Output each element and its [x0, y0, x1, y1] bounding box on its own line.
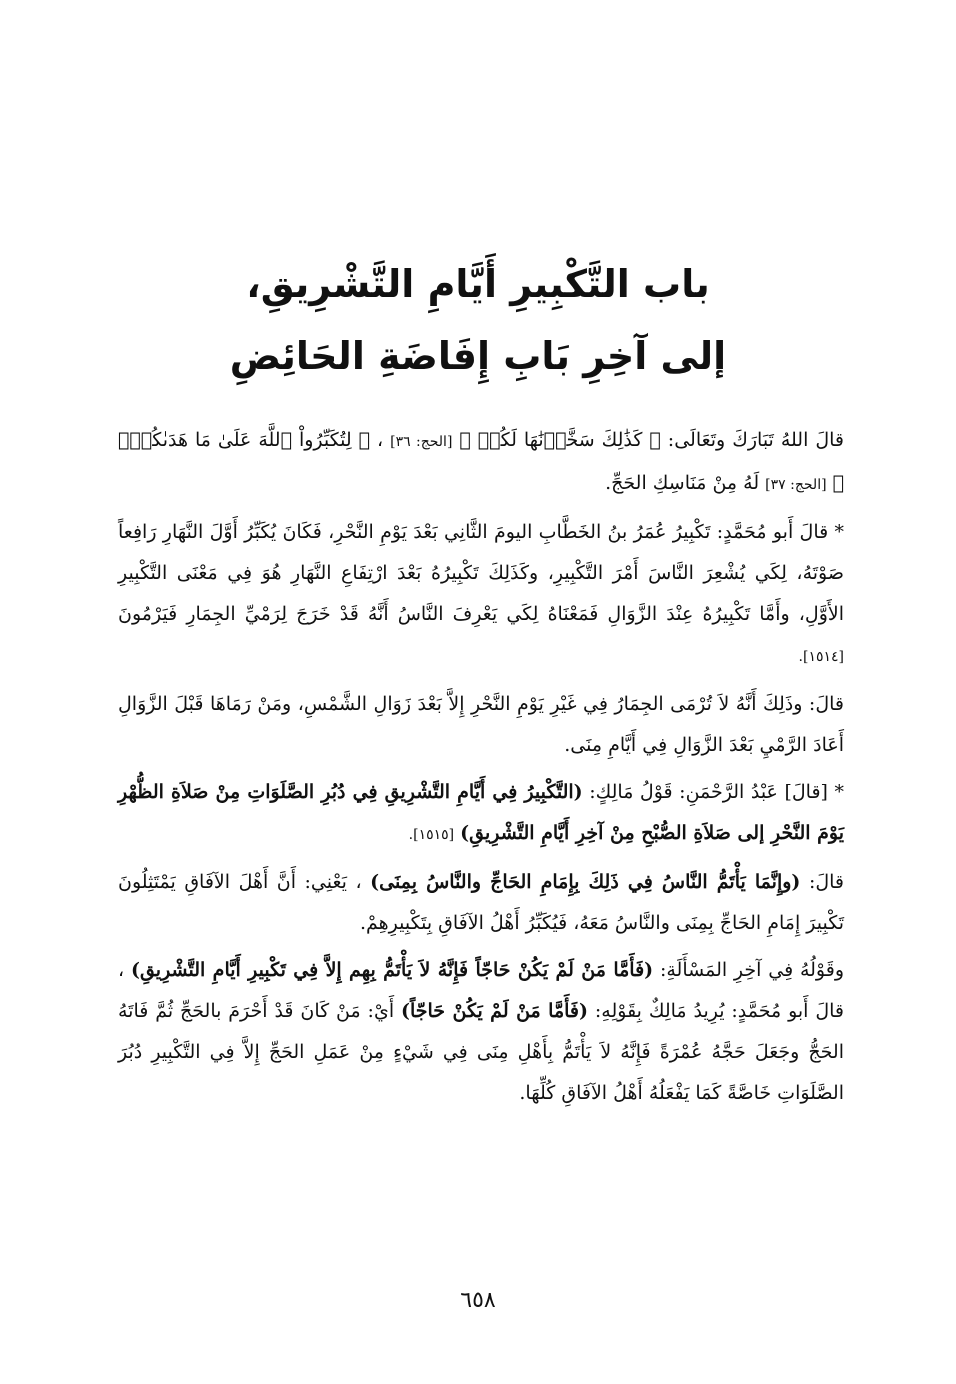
verse-reference-2: [الحج: ٣٧]	[765, 477, 827, 493]
malik-quote: (التَّكْبِيرُ فِي أَيَّامِ التَّشْرِيقِ فِي دُبُرِ الصَّلَوَاتِ مِنْ صَلاَةِ الظُّهْرِ يَوْمَ النَّحْرِ إلى صَلاَةِ الصُّبْحِ مِنْ آخِرِ أَيَّامِ التَّشْرِيقِ)	[118, 781, 844, 844]
paragraph-text: * قالَ أَبو مُحَمَّدٍ: تَكْبِيرُ عُمَرُ بنُ الخَطَّابِ اليومَ الثَّانِي بَعْدَ يَوْمِ النَّحْرِ، فَكَانَ يُكَبِّرُ أَوَّلَ النَّهَارِ رَافِعاً صَوْتَهُ، لِكَي يُشْعِرَ النَّاسَ أَمْرَ التَّكْبِيرِ، وكَذَلِكَ تَكْبِيرُهُ بَعْدَ ارْتِفَاعِ النَّهَارِ هُوَ فِي مَعْنَى التَّكْبِيرِ الأَوَّلِ، وأَمَّا تَكْبِيرُهُ عِنْدَ الزَّوَالِ فَمَعْنَاهُ لِكَي يَعْرِفَ النَّاسُ أَنَّهُ قَدْ خَرَجَ لِرَمْيِّ الجِمَارِ فَيَرْمُونَ	[118, 521, 844, 625]
footnote-reference-1515: [١٥١٥].	[408, 827, 455, 843]
verse-closing-text: لَهُ مِنْ مَنَاسِكِ الحَجِّ.	[605, 472, 760, 494]
paragraph-text: ، قالَ أَبو مُحَمَّدٍ: يُرِيدُ مَالِكٌ بِقَوْلِهِ:	[118, 959, 844, 1022]
paragraph-end-of-issue	[118, 950, 844, 1114]
paragraph-imam-of-hajj	[118, 862, 844, 944]
malik-quote: (فَأَمَّا مَنْ لَمْ يَكُنْ حَاجّاً)	[400, 1000, 588, 1022]
page-number: ٦٥٨	[460, 1288, 496, 1313]
verse-reference-1: [الحج: ٣٦]	[390, 434, 453, 450]
paragraph-lead-text: قالَ:	[808, 871, 845, 893]
malik-quote: (وإِنَّمَا يَأْتَمُّ النَّاسُ فِي ذَلِكَ بِإِمَامِ الحَاجِّ والنَّاسُ بِمِنَى)	[370, 871, 801, 893]
paragraph-stoning-time	[118, 684, 844, 766]
malik-quote: (فَأَمَّا مَنْ لَمْ يَكُنْ حَاجّاً فَإِنَّهُ لاَ يَأْتَمُّ بِهِم إِلاَّ فِي تَكْبِيرِ أَيَّامِ التَّشْرِيقِ)	[130, 959, 654, 981]
paragraph-abu-muhammad-1	[118, 512, 844, 678]
chapter-title-line-1: باب التَّكْبِيرِ أَيَّامِ التَّشْرِيقِ،	[246, 262, 710, 306]
verse-intro-text: قالَ اللهُ تَبَارَكَ وتَعَالَى: ﴿ كَذَٰلِكَ سَخَّرۡنَٰهَا لَكُمۡ ﴾	[459, 429, 845, 451]
footnote-reference-1514: [١٥١٤].	[798, 649, 844, 665]
paragraph-text: قالَ: وذَلِكَ أَنَّهُ لاَ تُرْمَى الجِمَارُ فِي غَيْرِ يَوْمِ النَّحْرِ إِلاَّ بَعْدَ زَوَالِ الشَّمْسِ، ومَنْ رَمَاهَا قَبْلَ الزَّوَالِ أَعَادَ الرَّمْيِ بَعْدَ الزَّوَالِ فِي أَيَّامِ مِنَى.	[118, 693, 844, 756]
paragraph-text: ، يَعْنِي: أَنَّ أَهْلَ الآفَاقِ يَمْتَثِلُونَ تَكْبِيرَ إِمَامِ الحَاجِّ بِمِنَى والنَّاسُ مَعَهُ، فَيُكَبِّرُ أَهْلُ الآفَاقِ بِتَكْبِيرِهِمْ.	[118, 871, 844, 934]
chapter-title-line-2: إلى آخِرِ بَابِ إِفَاضَةِ الحَائِضِ	[229, 334, 727, 378]
body-text	[118, 420, 844, 1120]
verse-text-2: ، ﴿ لِتُكَبِّرُواْ ٱللَّهَ عَلَىٰ مَا هَدَىٰكُمۡۗ ﴾	[118, 429, 844, 494]
paragraph-text: أَيْ: مَنْ كَانَ قَدْ أَحْرَمَ بالحَجِّ ثُمَّ فَاتَهُ الحَجُّ وجَعَلَ حَجَّهُ عُمْرَةً فَإِنَّهُ لاَ يَأْتَمُّ بِأَهْلِ مِنَى فِي شَيْءٍ مِنْ عَمَلِ الحَجِّ إِلاَّ فِي التَّكْبِيرِ دُبُرَ الصَّلَوَاتِ خَاصَّةً كَمَا يَفْعَلُهُ أَهْلُ الآفَاقِ كُلِّهَا.	[118, 1000, 844, 1104]
paragraph-abd-al-rahman	[118, 772, 844, 856]
paragraph-lead-text: * [قالَ] عَبْدُ الرَّحْمَنِ: قَوْلُ مَالِكٍ:	[589, 781, 844, 803]
chapter-title	[100, 248, 856, 392]
paragraph-lead-text: وقَوْلُهُ فِي آخِرِ المَسْأَلَةِ:	[659, 959, 845, 981]
paragraph-quran-verses	[118, 420, 844, 506]
